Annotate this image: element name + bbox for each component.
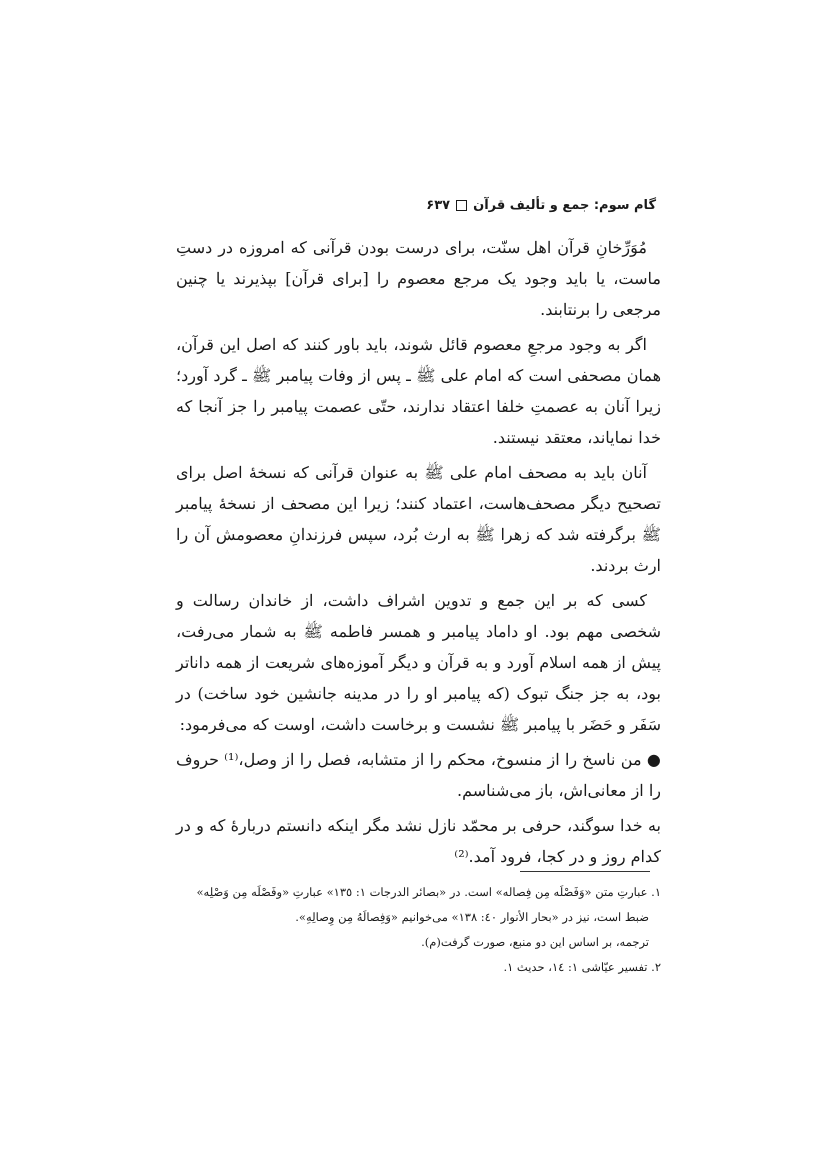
paragraph: مُوَرِّخانِ قرآن اهل سنّت، برای درست بودن قرآنی که امروزه در دستِ ماست، یا باید وجود یک مرجع معصوم را [برای قرآن] بپذیرند یا چنین مرجعی را برنتابند.	[176, 238, 661, 319]
running-header	[426, 198, 656, 213]
footnotes	[176, 880, 661, 980]
footnote-continuation: ترجمه، بر اساس این دو منبع، صورت گرفت(م).	[421, 935, 649, 949]
footnote: ١. عبارتِ متن «وَفَصْلَه مِن فِصاله» است. در «بصائر الدرجات ١: ١٣٥» عبارتِ «وفَصْلَه مِن وَصْلِه»	[196, 885, 661, 899]
page-number: ۶۳۷	[426, 198, 451, 213]
quote-paragraph: ● من ناسخ را از منسوخ، محکم را از متشابه، فصل را از وصل،⁽¹⁾ حروف را از معانی‌اش، باز می‌شناسم.	[176, 750, 662, 800]
footnote: ٢. تفسیر عیّاشی ١: ١٤، حدیث ١.	[503, 960, 661, 974]
footnote-continuation: ضبط است، نیز در «بحار الأنوار ٤٠: ١٣٨» می‌خوانیم «وَفِصالَهُ مِن وِصالِهِ».	[295, 910, 649, 924]
paragraph: کسی که بر این جمع و تدوین اشراف داشت، از خاندان رسالت و شخصی مهم بود. او داماد پیامبر و همسر فاطمه ﷺ به شمار می‌رفت، پیش از همه اسلام آورد و به قرآن و دیگر آموزه‌های شریعت از همه داناتر بود، به جز جنگ تبوک (که پیامبر او را در مدینه جانشین خود ساخت) در سَفَر و حَضَر با پیامبر ﷺ نشست و برخاست داشت، اوست که می‌فرمود:	[176, 591, 661, 734]
paragraph: به خدا سوگند، حرفی بر محمّد نازل نشد مگر اینکه دانستم دربارهٔ که و در کدام روز و در کجا، فرود آمد.⁽²⁾	[176, 816, 661, 866]
header-title: گام سوم: جمع و تألیف قرآن	[473, 198, 656, 213]
square-ornament-icon	[456, 200, 467, 211]
footnote-divider	[520, 871, 650, 872]
main-text	[176, 232, 661, 876]
paragraph: اگر به وجود مرجعِ معصوم قائل شوند، باید باور کنند که اصل این قرآن، همان مصحفی است که امام علی ﷺ ـ پس از وفات پیامبر ﷺ ـ گرد آورد؛ زیرا آنان به عصمتِ خلفا اعتقاد ندارند، حتّی عصمت پیامبر را جز آنجا که خدا نمایاند، معتقد نیستند.	[176, 335, 661, 447]
paragraph: آنان باید به مصحف امام علی ﷺ به عنوان قرآنی که نسخهٔ اصل برای تصحیح دیگر مصحف‌هاست، اعتماد کنند؛ زیرا این مصحف از نسخهٔ پیامبر ﷺ برگرفته شد که زهرا ﷺ به ارث بُرد، سپس فرزندانِ معصومش آن را ارث بردند.	[176, 463, 661, 575]
